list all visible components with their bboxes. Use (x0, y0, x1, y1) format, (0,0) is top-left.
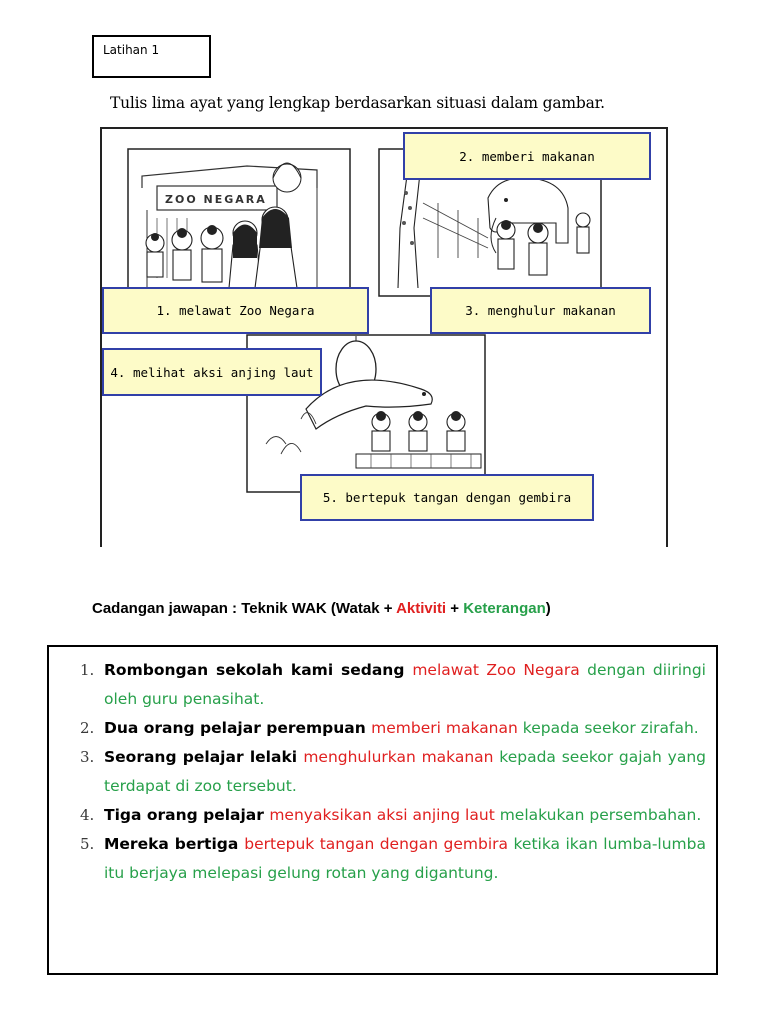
caption-4: 4. melihat aksi anjing laut (102, 348, 322, 396)
answer-subject: Seorang pelajar lelaki (104, 748, 304, 766)
answer-item (80, 743, 706, 801)
suggestion-keterangan: Keterangan (463, 600, 546, 617)
answer-activity: memberi makanan (371, 719, 518, 737)
answer-number: 5. (80, 835, 95, 853)
caption-2: 2. memberi makanan (403, 132, 651, 180)
suggestion-plus: + (446, 600, 464, 617)
answer-description: dengan diiringi oleh guru penasihat. (104, 661, 706, 708)
answer-description: kepada seekor zirafah. (517, 719, 699, 737)
instruction-text: Tulis lima ayat yang lengkap berdasarkan situasi dalam gambar. (110, 94, 605, 112)
answer-activity: melawat Zoo Negara (412, 661, 580, 679)
answer-subject: Dua orang pelajar perempuan (104, 719, 372, 737)
answer-number: 1. (80, 661, 95, 679)
answer-item (80, 801, 706, 830)
caption-1: 1. melawat Zoo Negara (102, 287, 369, 334)
answer-number: 3. (80, 748, 95, 766)
caption-5: 5. bertepuk tangan dengan gembira (300, 474, 594, 521)
answer-number: 4. (80, 806, 95, 824)
answer-activity: menghulurkan makanan (303, 748, 494, 766)
answer-item (80, 714, 706, 743)
answer-description: melakukan persembahan. (494, 806, 702, 824)
answer-activity: menyaksikan aksi anjing laut (269, 806, 495, 824)
answer-activity: bertepuk tangan dengan gembira (244, 835, 509, 853)
answer-subject: Mereka bertiga (104, 835, 245, 853)
answer-suggestion-heading (92, 600, 551, 617)
answer-item (80, 830, 706, 888)
caption-3: 3. menghulur makanan (430, 287, 651, 334)
answer-number: 2. (80, 719, 95, 737)
exercise-label: Latihan 1 (103, 43, 160, 57)
answer-description: kepada seekor gajah yang terdapat di zoo tersebut. (104, 748, 706, 795)
zoo-sign: ZOO NEGARA (165, 193, 267, 206)
answer-subject: Tiga orang pelajar (104, 806, 270, 824)
suggestion-prefix: Cadangan jawapan : Teknik WAK (Watak + (92, 600, 397, 617)
answer-item (80, 656, 706, 714)
answer-description: ketika ikan lumba-lumba itu berjaya melepasi gelung rotan yang digantung. (104, 835, 706, 882)
suggestion-suffix: ) (545, 600, 551, 617)
answer-subject: Rombongan sekolah kami sedang (104, 661, 413, 679)
suggestion-aktiviti: Aktiviti (396, 600, 447, 617)
answers-list (80, 656, 706, 888)
exercise-label-box (92, 35, 211, 78)
